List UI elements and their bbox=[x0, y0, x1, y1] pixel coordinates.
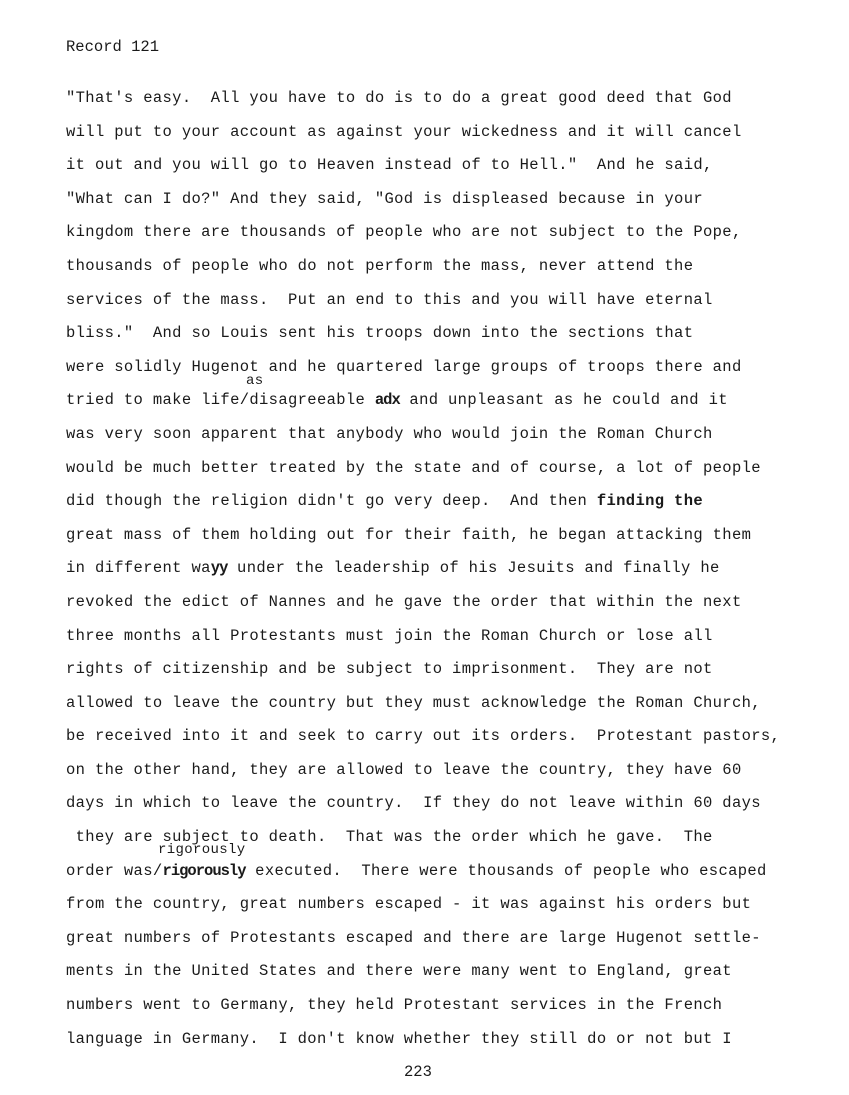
interlinear-insertion: rigorously bbox=[158, 841, 246, 858]
transcript-line: from the country, great numbers escaped - it was against his orders but bbox=[66, 895, 752, 914]
transcript-line: services of the mass. Put an end to this and you will have eternal bbox=[66, 290, 713, 309]
line-text: tried to make life/disagreeable bbox=[66, 391, 375, 410]
line-text: in different wa bbox=[66, 559, 211, 578]
struck-out-text: yy bbox=[210, 559, 228, 578]
struck-out-text: adx bbox=[374, 391, 400, 410]
line-text: and unpleasant as he could and it bbox=[399, 391, 728, 410]
interlinear-insertion: as bbox=[246, 373, 264, 390]
page-number: 223 bbox=[404, 1063, 432, 1081]
transcript-line: great numbers of Protestants escaped and there are large Hugenot settle- bbox=[66, 928, 761, 947]
transcript-line: three months all Protestants must join the Roman Church or lose all bbox=[66, 626, 713, 645]
transcript-line: they are subject to death. That was the order which he gave. The bbox=[66, 828, 713, 847]
transcript-line: would be much better treated by the state and of course, a lot of people bbox=[66, 458, 761, 477]
overtyped-text: finding the bbox=[596, 492, 704, 511]
transcript-line: "That's easy. All you have to do is to do a great good deed that God bbox=[66, 89, 732, 107]
record-label: Record 121 bbox=[66, 38, 160, 56]
transcript-line: language in Germany. I don't know whether they still do or not but I bbox=[66, 1029, 732, 1048]
line-text: order was/ bbox=[66, 861, 163, 880]
transcript-line bbox=[66, 558, 836, 592]
transcript-line bbox=[66, 841, 836, 895]
line-text: did though the religion didn't go very deep. And then bbox=[66, 492, 597, 511]
transcript-line bbox=[66, 491, 836, 525]
struck-out-text: rigorously bbox=[162, 861, 246, 880]
line-text: executed. There were thousands of people who escaped bbox=[245, 861, 767, 880]
transcript-line: it out and you will go to Heaven instead of to Hell." And he said, bbox=[66, 156, 713, 175]
transcript-line: was very soon apparent that anybody who would join the Roman Church bbox=[66, 424, 713, 443]
transcript-line: numbers went to Germany, they held Protestant services in the French bbox=[66, 996, 723, 1015]
line-text: under the leadership of his Jesuits and finally he bbox=[227, 559, 720, 578]
transcript-line: rights of citizenship and be subject to imprisonment. They are not bbox=[66, 660, 713, 679]
transcript-line: revoked the edict of Nannes and he gave the order that within the next bbox=[66, 592, 742, 611]
transcript-line: on the other hand, they are allowed to leave the country, they have 60 bbox=[66, 760, 742, 779]
transcript-line: days in which to leave the country. If they do not leave within 60 days bbox=[66, 794, 761, 813]
transcript-line: "What can I do?" And they said, "God is displeased because in your bbox=[66, 189, 703, 208]
transcript-line: will put to your account as against your wickedness and it will cancel bbox=[66, 122, 742, 141]
transcript-line: great mass of them holding out for their faith, he began attacking them bbox=[66, 525, 752, 544]
transcript-line: be received into it and seek to carry out its orders. Protestant pastors, bbox=[66, 727, 781, 746]
transcript-line: kingdom there are thousands of people who are not subject to the Pope, bbox=[66, 223, 742, 242]
transcript-line: allowed to leave the country but they must acknowledge the Roman Church, bbox=[66, 693, 761, 712]
transcript-line: were solidly Hugenot and he quartered large groups of troops there and bbox=[66, 357, 742, 376]
transcript-body bbox=[66, 88, 836, 1062]
transcript-line: ments in the United States and there were many went to England, great bbox=[66, 962, 732, 981]
transcript-line bbox=[66, 373, 836, 424]
transcript-line: bliss." And so Louis sent his troops down into the sections that bbox=[66, 324, 694, 343]
transcript-line: thousands of people who do not perform the mass, never attend the bbox=[66, 256, 694, 275]
